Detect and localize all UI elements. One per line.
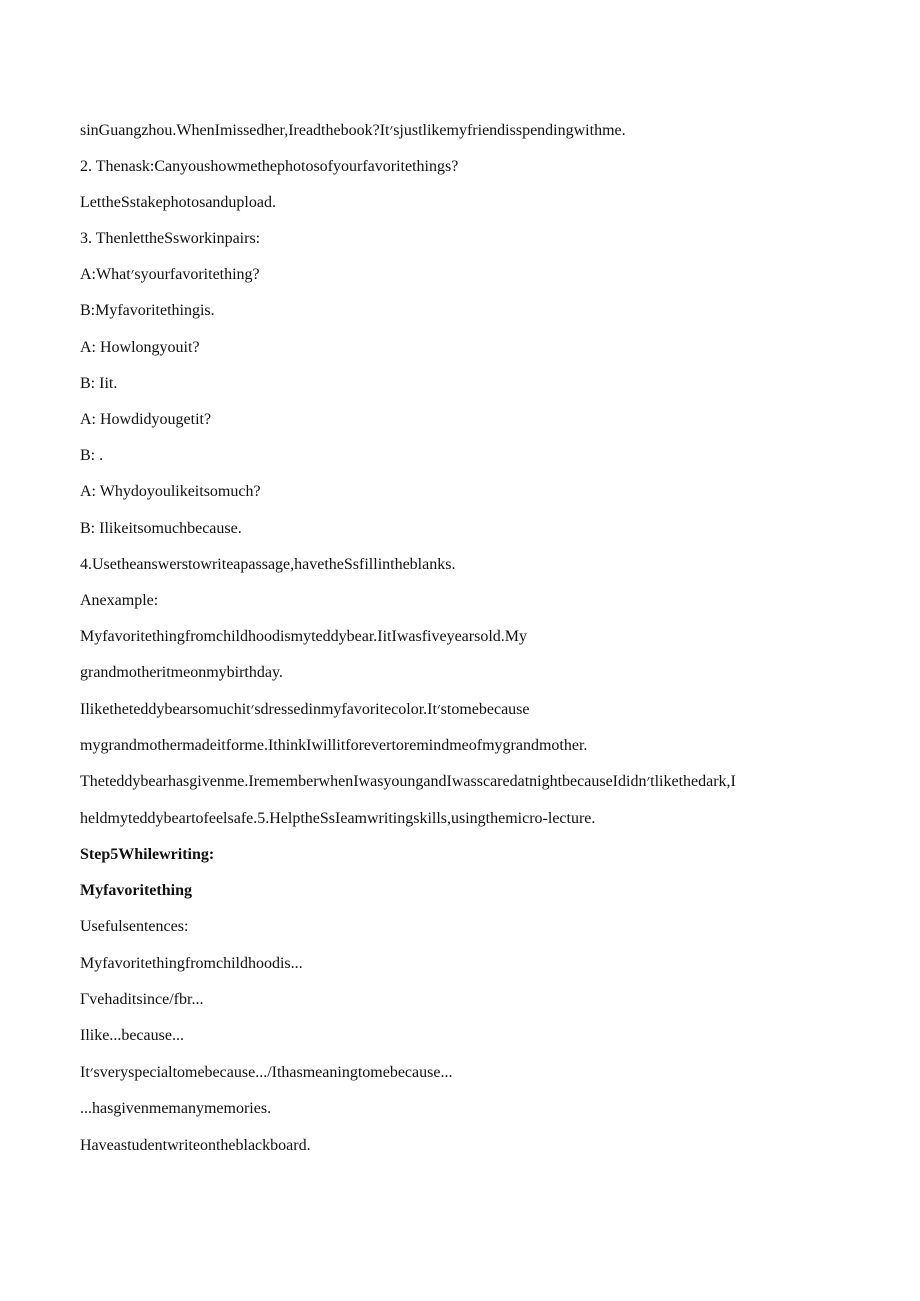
text-line-10: B: . <box>80 447 104 464</box>
text-line-25: Γvehaditsince/fbr... <box>80 991 204 1008</box>
text-line-15: Myfavoritethingfromchildhoodismyteddybear.IitIwasfiveyearsold.My <box>80 628 528 645</box>
text-line-11: A: Whydoyoulikeitsomuch? <box>80 483 261 500</box>
text-line-27: It׳sveryspecialtomebecause.../Ithasmeaningtomebecause... <box>80 1064 453 1081</box>
text-line-20: heldmyteddybeartofeelsafe.5.HelptheSsIeamwritingskills,usingthemicro-lecture. <box>80 810 596 827</box>
text-line-14: Anexample: <box>80 592 159 609</box>
text-line-18: mygrandmothermadeitforme.IthinkIwillitforevertoremindmeofmygrandmother. <box>80 737 588 754</box>
text-line-24: Myfavoritethingfromchildhoodis... <box>80 955 303 972</box>
text-line-4: 3. ThenlettheSsworkinpairs: <box>80 230 261 247</box>
text-line-6: B:Myfavoritethingis. <box>80 302 215 319</box>
text-line-23: Usefulsentences: <box>80 918 189 935</box>
text-line-13: 4.Usetheanswerstowriteapassage,havetheSsfillintheblanks. <box>80 556 456 573</box>
text-line-3: LettheSstakephotosandupload. <box>80 194 276 211</box>
text-line-7: A: Howlongyouit? <box>80 339 200 356</box>
text-line-28: ...hasgivenmemanymemories. <box>80 1100 272 1117</box>
text-line-26: Ilike...because... <box>80 1027 184 1044</box>
section-heading-favorite-thing: Myfavoritething <box>80 882 192 899</box>
text-line-16: grandmotheritmeonmybirthday. <box>80 664 283 681</box>
text-line-5: A:What׳syourfavoritething? <box>80 266 260 283</box>
text-line-29: Haveastudentwriteontheblackboard. <box>80 1137 311 1154</box>
text-line-19: Theteddybearhasgivenme.IrememberwhenIwasyoungandIwasscaredatnightbecauseIdidn׳tlikethedark,I <box>80 773 736 790</box>
text-line-2: 2. Thenask:Canyoushowmethephotosofyourfavoritethings? <box>80 158 459 175</box>
text-line-12: B: Ilikeitsomuchbecause. <box>80 520 242 537</box>
text-line-17: Iliketheteddybearsomuchit׳sdressedinmyfavoritecolor.It׳stomebecause <box>80 701 530 718</box>
text-line-1: sinGuangzhou.WhenImissedher,Ireadthebook?It׳sjustlikemyfriendisspendingwithme. <box>80 122 626 139</box>
text-line-8: B: Iit. <box>80 375 118 392</box>
text-line-9: A: Howdidyougetit? <box>80 411 212 428</box>
section-heading-step5: Step5Whilewriting: <box>80 846 215 863</box>
